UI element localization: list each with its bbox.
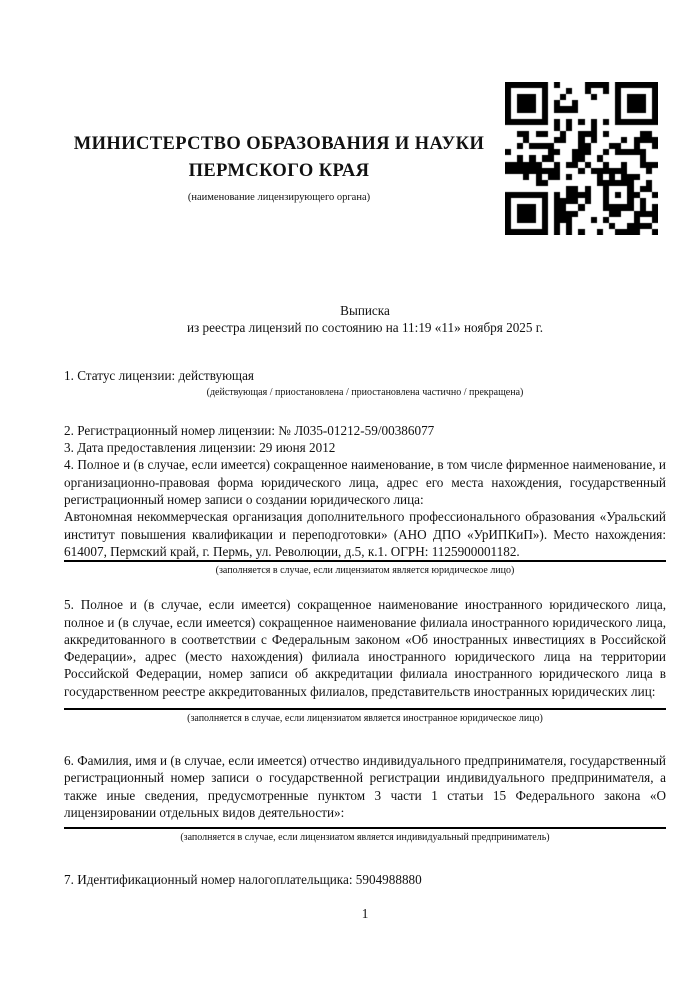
licensing-authority-header [64,131,494,204]
ministry-name-line2: ПЕРМСКОГО КРАЯ [188,161,370,181]
item-taxpayer-inn: 7. Идентификационный номер налогоплательщика: 5904988880 [64,872,422,888]
item-grant-date: 3. Дата предоставления лицензии: 29 июня 2012 [64,440,336,456]
page-number: 1 [361,905,369,921]
blank-fill-space [64,700,666,708]
foreign-entity-question: 5. Полное и (в случае, если имеется) сокращенное наименование иностранного юридического лица, полное и (в случае, если имеется) сокращенное наименование филиала иностранного юридического лица, аккредитованного в соответствии с Федеральным законом «Об иностранных инвестициях в Российской Федерации», адрес (место нахождения) филиала иностранного юридического лица на территории Российской Федерации, номер записи об аккредитации филиала иностранного юридического лица в государственном реестре аккредитованных филиалов, представительств иностранных юридических лиц: [64,597,666,699]
license-status-options-caption: (действующая / приостановлена / приостановлена частично / прекращена) [206,386,524,398]
item-registration-number: 2. Регистрационный номер лицензии: № Л035-01212-59/00386077 [64,422,435,438]
item-foreign-entity [64,596,666,726]
qr-code [505,82,658,235]
item-license-status [64,367,666,400]
entrepreneur-question: 6. Фамилия, имя и (в случае, если имеется) отчество индивидуального предпринимателя, государственный регистрационный номер записи о государственной регистрации индивидуального предпринимателя, а также иные сведения, предусмотренные пунктом 3 части 1 статьи 15 Федерального закона «О лицензировании отдельных видов деятельности»: [64,753,666,820]
document-subtitle: из реестра лицензий по состоянию на 11:19 «11» ноября 2025 г. [186,320,544,336]
legal-entity-answer: Автономная некоммерческая организация дополнительного профессионального образования «Уральский институт повышения квалификации и переподготовки» (АНО ДПО «УрИПКиП»). Место нахождения: 614007, Пермский край, г. Пермь, ул. Революции, д.5, к.1. ОГРН: 1125900001182. [64,509,666,559]
item-entrepreneur [64,752,666,845]
entrepreneur-fill-line [64,827,666,829]
item-legal-entity [64,456,666,578]
extract-body [64,302,666,922]
foreign-entity-caption: (заполняется в случае, если лицензиатом является иностранное юридическое лицо) [187,713,543,725]
ministry-name-caption: (наименование лицензирующего органа) [187,192,371,203]
legal-entity-caption: (заполняется в случае, если лицензиатом является юридическое лицо) [215,565,515,577]
legal-entity-fill-line [64,560,666,562]
ministry-name-line1: МИНИСТЕРСТВО ОБРАЗОВАНИЯ И НАУКИ [73,134,485,154]
document-title: Выписка [340,303,390,318]
foreign-entity-fill-line [64,708,666,710]
legal-entity-question: 4. Полное и (в случае, если имеется) сокращенное наименование, в том числе фирменное наименование, и организационно-правовая форма юридического лица, адрес его места нахождения, государственный регистрационный номер записи о создании юридического лица: [64,457,666,508]
entrepreneur-caption: (заполняется в случае, если лицензиатом является индивидуальный предприниматель) [180,832,550,844]
license-status-text: 1. Статус лицензии: действующая [64,367,255,383]
